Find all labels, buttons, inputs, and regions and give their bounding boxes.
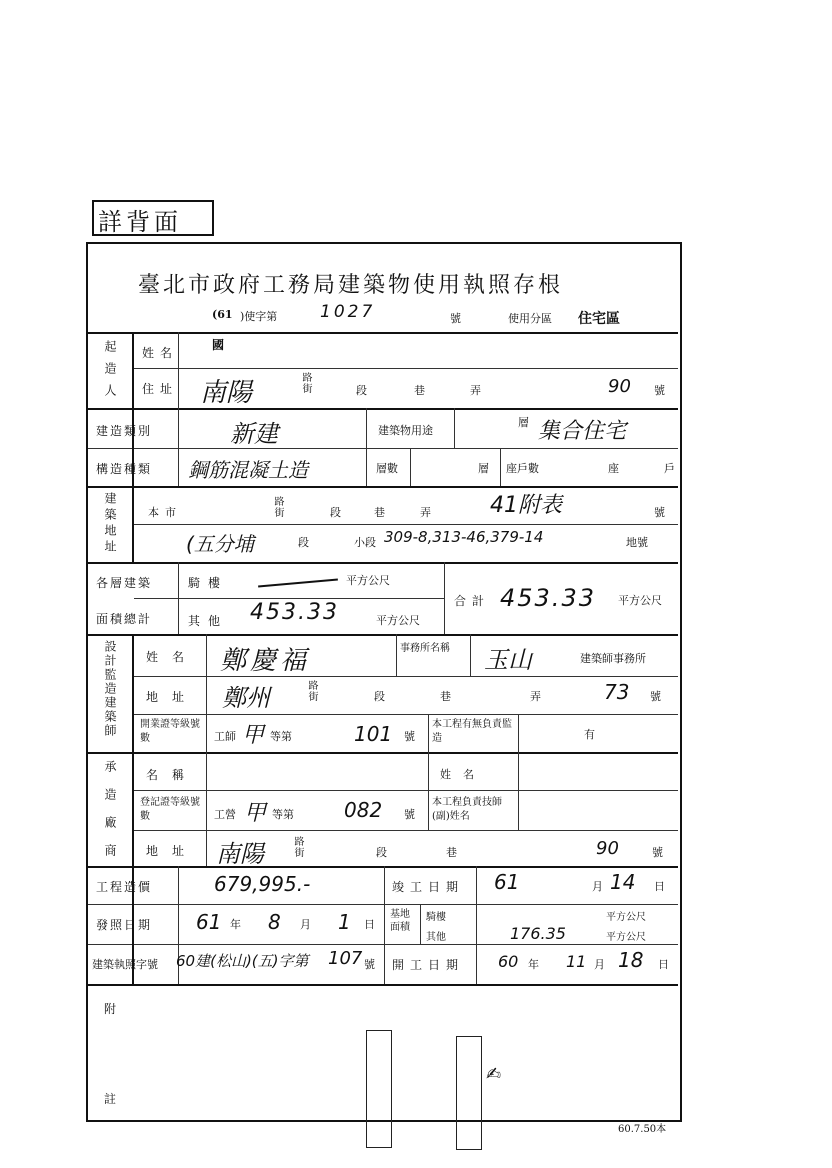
form-title: 臺北市政府工務局建築物使用執照存根 xyxy=(138,273,564,298)
applicant-name-value: 國 xyxy=(212,338,233,352)
permit-number: 1027 xyxy=(320,302,376,322)
completion-value: 61 xyxy=(494,870,520,894)
issue-other-value: 176.35 xyxy=(510,924,566,943)
reg-label: 登記證等級號數 xyxy=(140,797,200,822)
reg-pre: 工營 xyxy=(214,808,236,821)
notes-label-bottom: 註 xyxy=(104,1092,119,1106)
scan-artifact xyxy=(686,360,716,1060)
row-line xyxy=(88,752,678,754)
site-no: 41附表 xyxy=(490,493,562,518)
designer-addr-label: 地址 xyxy=(146,690,199,704)
row-line xyxy=(134,524,678,525)
col-line xyxy=(476,866,477,984)
designer-group-label: 設計監造建築師 xyxy=(103,640,117,738)
col-line xyxy=(178,332,179,408)
supervision-value: 有 xyxy=(584,728,595,741)
col-line xyxy=(444,562,445,634)
applicant-group-label: 起造人 xyxy=(103,340,117,406)
col-line xyxy=(454,408,455,448)
row-line xyxy=(134,676,678,677)
reg-hao: 號 xyxy=(404,808,415,821)
col-line xyxy=(132,332,134,562)
site-group-label: 建築地址 xyxy=(103,492,117,556)
col-line xyxy=(178,562,179,634)
footer-code: 60.7.50本 xyxy=(618,1124,667,1135)
completion-label: 竣工日期 xyxy=(392,880,465,894)
applicant-hao: 號 xyxy=(654,384,665,397)
issue-arcade: 騎樓 xyxy=(426,912,446,923)
designer-addr-no: 73 xyxy=(604,680,630,704)
contractor-name-label: 名稱 xyxy=(146,768,199,782)
issue-arcade-unit: 平方公尺 xyxy=(606,912,646,923)
license-grade-post: 等第 xyxy=(270,730,292,743)
start-year-u: 年 xyxy=(528,958,539,971)
total-unit: 平方公尺 xyxy=(618,594,662,607)
issue-day: 1 xyxy=(338,910,351,934)
col-line xyxy=(396,634,397,676)
row-line xyxy=(134,598,444,599)
struct-label: 構造種類 xyxy=(96,462,153,476)
section-label: 詳背面 xyxy=(98,208,182,236)
col-line xyxy=(518,752,519,830)
form-frame xyxy=(86,242,682,1122)
permit-prefix2: )使字第 xyxy=(240,310,278,323)
applicant-no: 90 xyxy=(608,376,631,397)
col-line xyxy=(518,714,519,752)
reg-no: 082 xyxy=(344,798,383,822)
contractor-addr-seg: 段 xyxy=(376,846,387,859)
row-line xyxy=(88,562,678,564)
units-household: 戶 xyxy=(664,462,675,475)
license-grade-pre: 工師 xyxy=(214,730,236,743)
contractor-addr-hao: 號 xyxy=(652,846,663,859)
reg-post: 等第 xyxy=(272,808,294,821)
applicant-seg: 段 xyxy=(356,384,367,397)
official-stamp xyxy=(366,1030,392,1148)
col-line xyxy=(500,448,501,486)
start-year: 60 xyxy=(498,952,519,971)
start-label: 開工日期 xyxy=(392,958,465,972)
col-line xyxy=(366,408,367,486)
tech-label: 本工程負責技師(副)姓名 xyxy=(432,797,502,822)
office-value: 玉山 xyxy=(484,646,532,674)
contractor-group-label: 承造廠商 xyxy=(103,760,117,872)
reg-grade: 甲 xyxy=(244,801,267,826)
designer-addr-hao: 號 xyxy=(650,690,661,703)
col-line xyxy=(420,904,421,944)
use-value: 集合住宅 xyxy=(538,419,627,444)
zone-value: 住宅區 xyxy=(578,311,620,327)
issue-other-unit: 平方公尺 xyxy=(606,932,646,943)
area-group1: 各層建築 xyxy=(96,576,153,590)
designer-name-label: 姓名 xyxy=(146,650,199,664)
site-road: 路街 xyxy=(272,496,283,518)
area-group2: 面積總計 xyxy=(96,612,153,626)
contractor-addr-lane: 巷 xyxy=(446,846,457,859)
license-label: 開業證等級號數 xyxy=(140,719,200,744)
applicant-name-label: 姓名 xyxy=(142,346,179,360)
applicant-address-label: 住址 xyxy=(142,382,179,396)
type-value: 新建 xyxy=(230,420,278,448)
issue-label: 發照日期 xyxy=(96,918,153,932)
contractor-addr-no: 90 xyxy=(596,838,619,859)
permit-hao: 號 xyxy=(450,312,461,325)
applicant-alley: 弄 xyxy=(470,384,481,397)
row-line xyxy=(134,790,678,791)
completion-month: 月 xyxy=(592,880,603,893)
other-value: 453.33 xyxy=(250,600,339,625)
row-line xyxy=(134,714,678,715)
notes-label-top: 附 xyxy=(104,1002,119,1016)
cost-value: 679,995.- xyxy=(214,872,311,896)
designer-addr-lane: 巷 xyxy=(440,690,451,703)
site-seg: 段 xyxy=(330,506,341,519)
site-seg2: 段 xyxy=(298,536,309,549)
site-lane: 巷 xyxy=(374,506,385,519)
office-label: 事務所名稱 xyxy=(400,643,450,654)
contractor-person-label: 姓名 xyxy=(440,768,486,781)
row-line xyxy=(88,486,678,488)
use-label: 建築物用途 xyxy=(378,424,433,437)
site-hao: 號 xyxy=(654,506,665,519)
site-city: 本市 xyxy=(148,506,182,519)
units-seat: 座 xyxy=(608,462,619,475)
issue-other: 其他 xyxy=(426,932,446,943)
designer-addr-value: 鄭州 xyxy=(222,684,270,712)
designer-addr-seg: 段 xyxy=(374,690,385,703)
cp-number: 107 xyxy=(328,948,363,969)
units-label: 座戶數 xyxy=(506,462,539,475)
site-area-label: 基地面積 xyxy=(390,909,410,933)
start-month: 11 xyxy=(566,952,587,971)
row-line xyxy=(88,448,678,449)
row-line xyxy=(88,634,678,636)
license-hao: 號 xyxy=(404,730,415,743)
row-line xyxy=(88,408,678,410)
contractor-addr-label: 地址 xyxy=(146,844,199,858)
start-day: 18 xyxy=(618,948,644,972)
completion-ri: 日 xyxy=(654,880,665,893)
handwritten-signature: ✍ xyxy=(486,1064,502,1085)
col-line xyxy=(384,866,385,984)
zone-label: 使用分區 xyxy=(508,312,552,325)
applicant-lane: 巷 xyxy=(414,384,425,397)
cp-value: 60建(松山)(五)字第 xyxy=(176,952,309,970)
floors-unit: 層 xyxy=(478,462,489,475)
issue-month: 8 xyxy=(268,910,281,934)
applicant-road-suffix: 路街 xyxy=(300,372,311,394)
arcade-unit: 平方公尺 xyxy=(346,574,390,587)
license-grade: 甲 xyxy=(242,723,265,748)
contractor-addr-value: 南陽 xyxy=(216,840,264,868)
applicant-address-road: 南陽 xyxy=(200,378,253,408)
col-line xyxy=(428,752,429,830)
site-alley: 弄 xyxy=(420,506,431,519)
col-line xyxy=(428,714,429,752)
other-label: 其他 xyxy=(188,614,229,628)
start-day-u: 日 xyxy=(658,958,669,971)
struct-value: 鋼筋混凝土造 xyxy=(188,458,308,482)
site-subseg: 小段 xyxy=(354,536,376,549)
col-line xyxy=(470,634,471,676)
col-line xyxy=(206,634,207,866)
supervision-label: 本工程有無負責監造 xyxy=(432,719,512,744)
arcade-label: 騎樓 xyxy=(188,576,229,590)
issue-month-u: 月 xyxy=(300,918,311,931)
row-line xyxy=(88,984,678,986)
completion-day: 14 xyxy=(610,870,636,894)
issue-day-u: 日 xyxy=(364,918,375,931)
designer-name-value: 鄭慶福 xyxy=(220,646,311,676)
col-line xyxy=(178,408,179,486)
designer-addr-alley: 弄 xyxy=(530,690,541,703)
official-stamp xyxy=(456,1036,482,1150)
start-month-u: 月 xyxy=(594,958,605,971)
other-unit: 平方公尺 xyxy=(376,614,420,627)
row-line xyxy=(134,368,678,369)
type-label: 建造類別 xyxy=(96,424,153,438)
col-line xyxy=(410,448,411,486)
designer-addr-road: 路街 xyxy=(306,680,317,702)
site-lots: 309-8,313-46,379-14 xyxy=(384,528,544,546)
row-line xyxy=(134,830,678,831)
use-floor: 層 xyxy=(518,416,529,429)
cp-hao: 號 xyxy=(364,958,375,971)
office-suffix: 建築師事務所 xyxy=(580,652,646,665)
total-label: 合計 xyxy=(454,594,491,608)
row-line xyxy=(88,944,678,945)
license-no: 101 xyxy=(354,722,393,746)
total-value: 453.33 xyxy=(500,584,596,612)
row-line xyxy=(88,332,678,334)
issue-year: 61 xyxy=(196,910,222,934)
site-district: (五分埔 xyxy=(186,532,254,556)
permit-prefix: (61 xyxy=(212,308,233,321)
floors-label: 層數 xyxy=(376,462,398,475)
row-line xyxy=(88,904,678,905)
cp-label: 建築執照字號 xyxy=(92,958,158,971)
row-line xyxy=(88,866,678,868)
site-lot-label: 地號 xyxy=(626,536,648,549)
cost-label: 工程造價 xyxy=(96,880,153,894)
issue-year-u: 年 xyxy=(230,918,241,931)
contractor-addr-road: 路街 xyxy=(292,836,303,858)
